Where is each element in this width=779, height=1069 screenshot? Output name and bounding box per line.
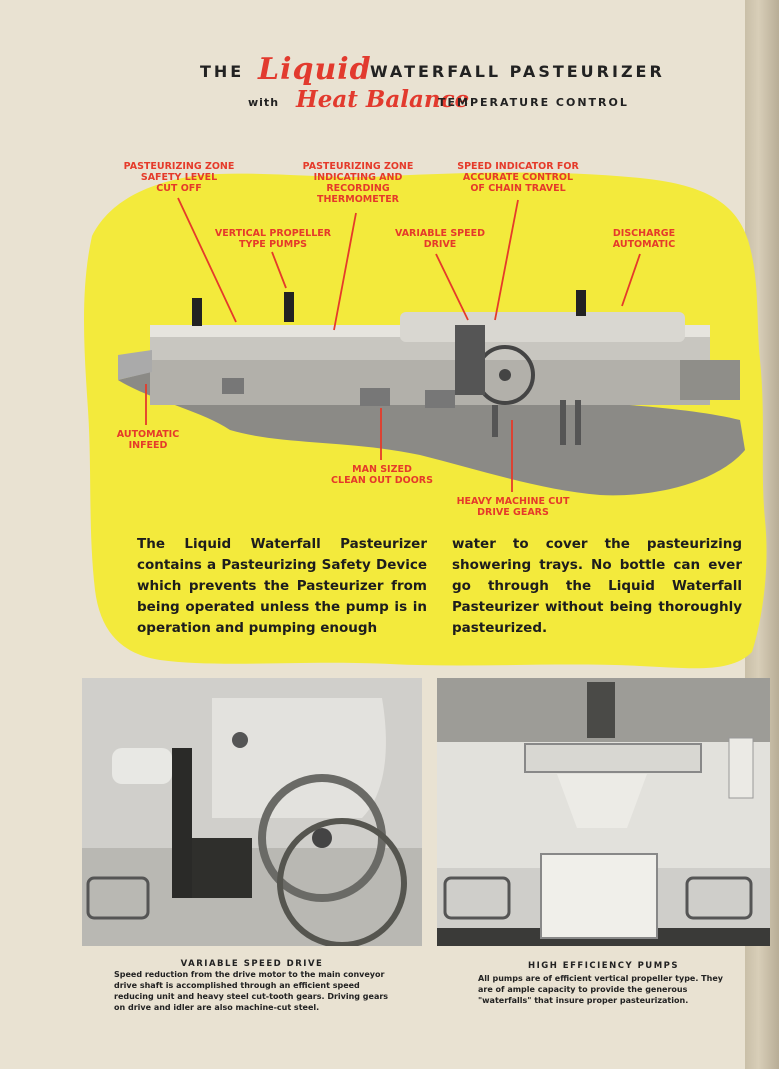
title-liquid-logo: Liquid [258,52,372,87]
pumps-photo-illustration [437,678,770,946]
photo-variable-speed-drive [82,678,422,946]
caption-right-title: HIGH EFFICIENCY PUMPS [527,961,680,971]
caption-left-title: VARIABLE SPEED DRIVE [180,959,324,969]
caption-left-text: Speed reduction from the drive motor to the main conveyor drive shaft is accomplished through an efficient speed reducing unit and heavy steel cut-tooth gears. Driving gears on drive and idler are also machine-cut steel. [114,970,389,1012]
label-drive-gears: HEAVY MACHINE CUT DRIVE GEARS [456,496,570,518]
label-discharge: DISCHARGE AUTOMATIC [612,228,676,250]
body-text-column-1: The Liquid Waterfall Pasteurizer contains a Pasteurizing Safety Device which prevents the Pasteurizer from being operated unless the pump is in operation and pumping enough [137,536,427,636]
title-the: THE [200,62,245,81]
label-safety-level: PASTEURIZING ZONE SAFETY LEVEL CUT OFF [123,161,235,194]
caption-right-text: All pumps are of efficient vertical propeller type. They are of ample capacity to provide the generous "waterfalls" that insure proper pasteurization. [478,974,723,1005]
label-speed-indicator: SPEED INDICATOR FOR ACCURATE CONTROL OF CHAIN TRAVEL [457,161,579,194]
label-variable-drive: VARIABLE SPEED DRIVE [394,228,486,250]
subtitle-with: with [248,96,280,109]
subtitle-heat-balance: Heat Balance [296,86,470,113]
title-waterfall-pasteurizer: WATERFALL PASTEURIZER [370,62,665,81]
drive-photo-illustration [82,678,422,946]
label-propeller-pumps: VERTICAL PROPELLER TYPE PUMPS [214,228,332,250]
label-clean-out-doors: MAN SIZED CLEAN OUT DOORS [331,464,433,486]
label-infeed: AUTOMATIC INFEED [116,429,180,451]
body-text-column-2: water to cover the pasteurizing showering trays. No bottle can ever go through the Liquid Waterfall Pasteurizer without being thoroughly pasteurized. [452,536,742,636]
photo-high-efficiency-pumps [437,678,770,946]
subtitle-temperature-control: TEMPERATURE CONTROL [438,96,629,109]
label-thermometer: PASTEURIZING ZONE INDICATING AND RECORDING THERMOMETER [302,161,414,205]
